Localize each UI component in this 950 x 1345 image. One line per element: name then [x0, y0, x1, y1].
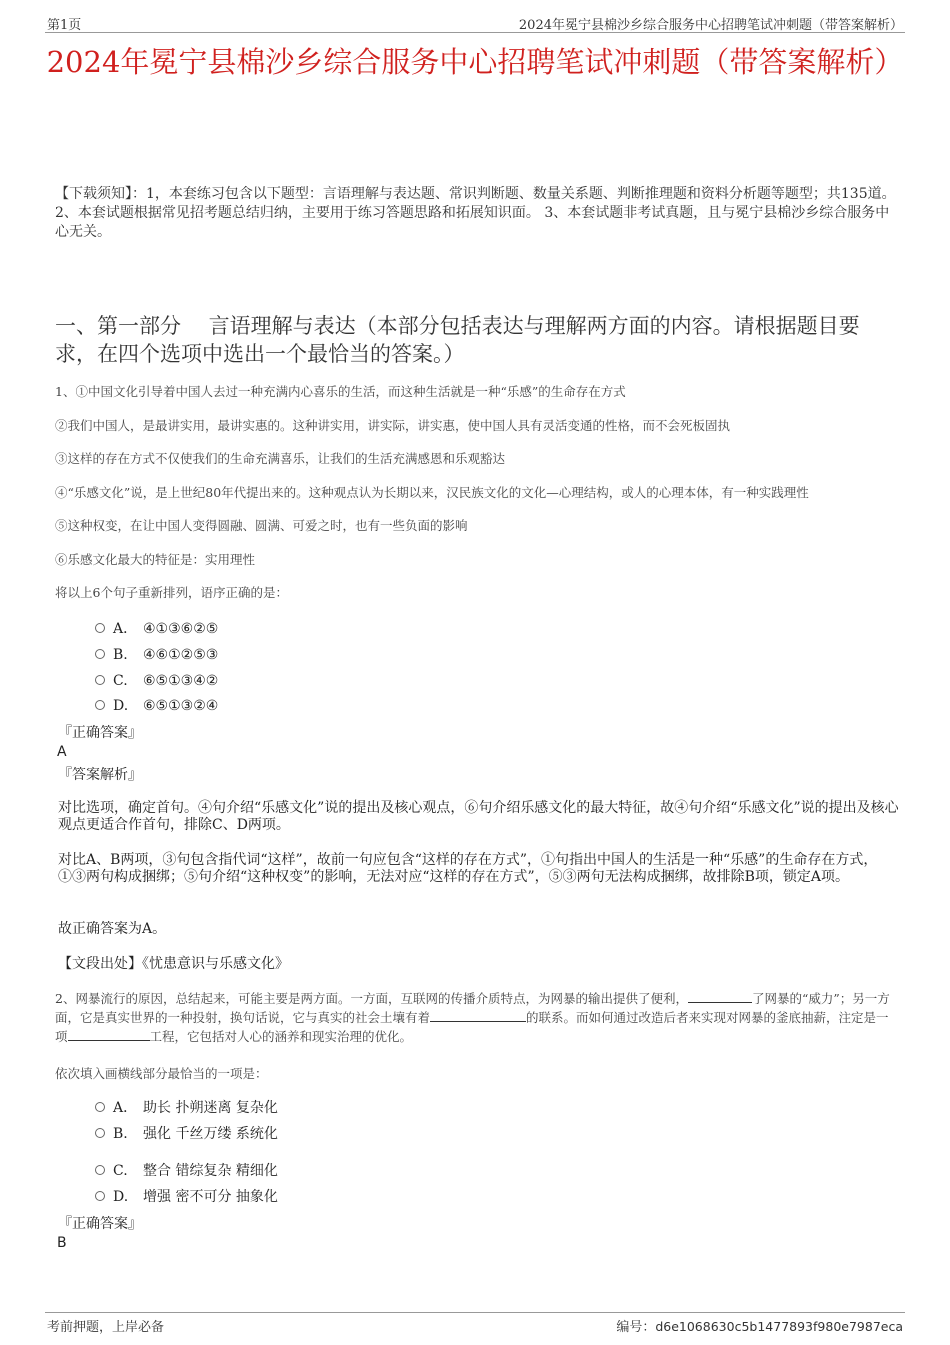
q1-line-5: ⑤这种权变，在让中国人变得圆融、圆满、可爱之时，也有一些负面的影响 [55, 518, 468, 533]
q1-answer: A [57, 744, 67, 760]
q1-line-4: ④“乐感文化”说，是上世纪80年代提出来的。这种观点认为长期以来，汉民族文化的文化—心理结构，或人的心理本体，有一种实践理性 [55, 485, 809, 500]
radio-icon[interactable] [95, 700, 105, 710]
radio-icon[interactable] [95, 675, 105, 685]
q1-option-c[interactable]: C. ⑥⑤①③④② [95, 671, 218, 691]
radio-icon[interactable] [95, 1128, 105, 1138]
q1-analysis-label: 『答案解析』 [58, 767, 142, 783]
q1-line-3: ③这样的存在方式不仅使我们的生命充满喜乐，让我们的生活充满感恩和乐观豁达 [55, 451, 506, 466]
q1-option-d[interactable]: D. ⑥⑤①③②④ [95, 696, 218, 716]
q1-option-b[interactable]: B. ④⑥①②⑤③ [95, 645, 218, 665]
q2-option-a[interactable]: A． 助长 扑朔迷离 复杂化 [95, 1098, 278, 1118]
radio-icon[interactable] [95, 649, 105, 659]
q2-prompt: 依次填入画横线部分最恰当的一项是： [55, 1066, 268, 1081]
q2-option-b[interactable]: B. 强化 千丝万缕 系统化 [95, 1124, 278, 1144]
q1-source: 【文段出处】《忧患意识与乐感文化》 [58, 956, 289, 972]
q2-stem: 2、网暴流行的原因，总结起来，可能主要是两方面。一方面，互联网的传播介质特点，为网暴的输出提供了便利， 了网暴的“威力”；另一方面，它是真实世界的一种投射，换句话说，它与真实的社会土壤有着 的联系。而如何通过改造后者来实现对网暴的釜底抽薪，注定是一项 工程，它包括对人心的涵养和现实治理的优化。 [55, 991, 890, 1044]
page-footer [45, 1312, 905, 1335]
q1-answer-label: 『正确答案』 [58, 725, 142, 741]
blank-2 [430, 1009, 526, 1022]
q1-analysis-3: 故正确答案为A。 [58, 921, 167, 937]
q1-line-2: ②我们中国人，是最讲实用，最讲实惠的。这种讲实用，讲实际，讲实惠，使中国人具有灵活变通的性格，而不会死板固执 [55, 418, 731, 433]
document-title: 2024年冕宁县棉沙乡综合服务中心招聘笔试冲刺题（带答案解析） [46, 45, 904, 79]
blank-3 [68, 1028, 150, 1041]
page-header [45, 12, 905, 33]
q1-option-a[interactable]: A． ④①③⑥②⑤ [95, 619, 218, 639]
q1-analysis-1: 对比选项，确定首句。④句介绍“乐感文化”说的提出及核心观点，⑥句介绍乐感文化的最大特征，故④句介绍“乐感文化”说的提出及核心观点更适合作首句，排除C、D两项。 [58, 800, 899, 833]
page-number: 第1页 [47, 18, 82, 33]
radio-icon[interactable] [95, 623, 105, 633]
q2-option-c[interactable]: C. 整合 错综复杂 精细化 [95, 1161, 278, 1181]
radio-icon[interactable] [95, 1165, 105, 1175]
section-heading: 一、第一部分 言语理解与表达（本部分包括表达与理解两方面的内容。请根据题目要求，在四个选项中选出一个最恰当的答案。） [55, 314, 860, 366]
download-notice: 【下载须知】：1，本套练习包含以下题型：言语理解与表达题、常识判断题、数量关系题、判断推理题和资料分析题等题型；共135道。 2、本套试题根据常见招考题总结归纳，主要用于练习答题思路和拓展知识面。 3、本套试题非考试真题，且与冕宁县棉沙乡综合服务中心无关。 [55, 186, 896, 240]
q1-line-6: ⑥乐感文化最大的特征是：实用理性 [55, 552, 256, 567]
q1-prompt: 将以上6个句子重新排列，语序正确的是： [55, 585, 288, 600]
footer-code: 编号：d6e1068630c5b1477893f980e7987eca [616, 1319, 903, 1335]
q2-option-d[interactable]: D. 增强 密不可分 抽象化 [95, 1187, 278, 1207]
q2-answer-label: 『正确答案』 [58, 1216, 142, 1232]
blank-1 [688, 990, 752, 1003]
radio-icon[interactable] [95, 1102, 105, 1112]
q2-answer: B [57, 1235, 67, 1251]
header-doc-title: 2024年冕宁县棉沙乡综合服务中心招聘笔试冲刺题（带答案解析） [518, 18, 903, 33]
radio-icon[interactable] [95, 1191, 105, 1201]
q1-line-1: 1、①中国文化引导着中国人去过一种充满内心喜乐的生活，而这种生活就是一种“乐感”的生命存在方式 [55, 384, 626, 399]
footer-slogan: 考前押题，上岸必备 [47, 1320, 165, 1335]
q1-analysis-2: 对比A、B两项，③句包含指代词“这样”，故前一句应包含“这样的存在方式”，①句指出中国人的生活是一种“乐感”的生命存在方式，①③两句构成捆绑；⑤句介绍“这种权变”的影响，无法对应“这样的存在方式”，⑤③两句无法构成捆绑，故排除B项，锁定A项。 [58, 852, 878, 885]
